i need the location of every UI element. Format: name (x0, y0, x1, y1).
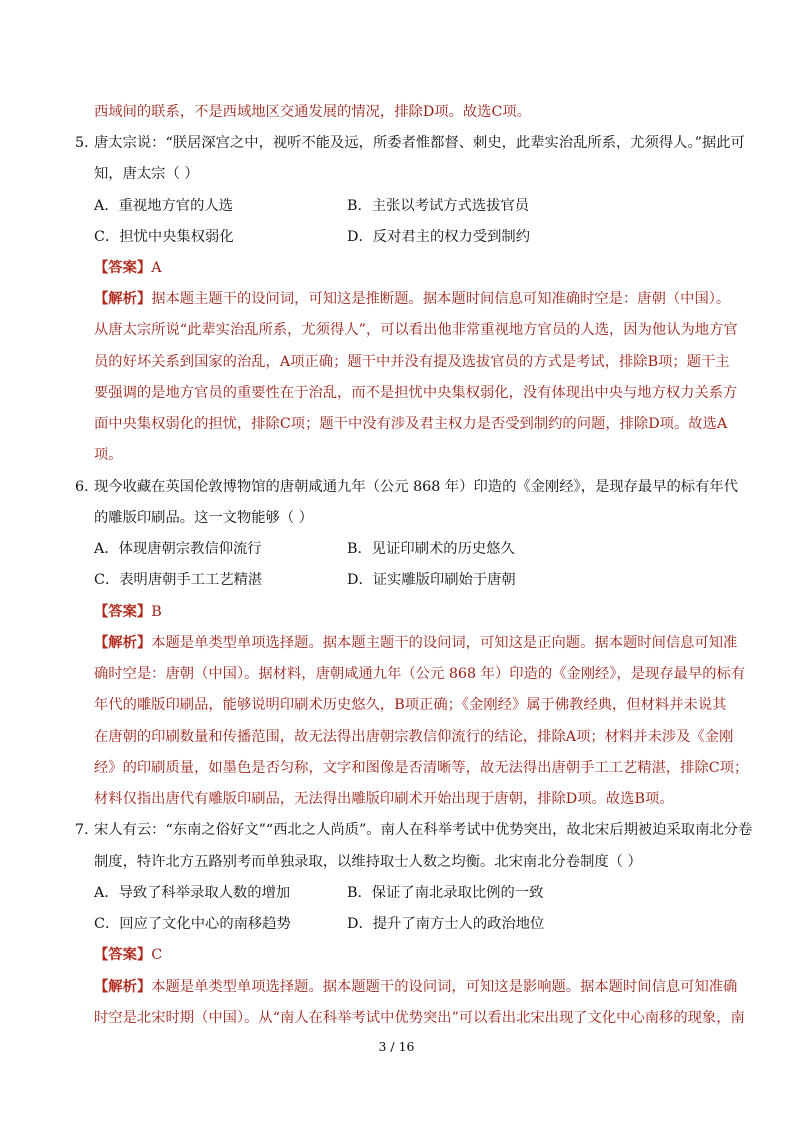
question-stem-line: 知，唐太宗（ ） (94, 166, 199, 182)
question-number: 7． (75, 822, 99, 838)
analysis-text: 时空是北宋时期（中国）。从“南人在科举考试中优势突出”可以看出北宋出现了文化中心南移的现象，南 (94, 1010, 745, 1026)
analysis-text: 本题是单类型单项选择题。据本题题干的设问词，可知这是影响题。据本题时间信息可知准确 (151, 979, 738, 995)
analysis-text: 面中央集权弱化的担忧，排除C项；题干中没有涉及君主权力是否受到制约的问题，排除D项。故选A (94, 416, 728, 432)
option-b: B．主张以考试方式选拔官员 (347, 198, 530, 214)
question-stem-line: 宋人有云：“东南之俗好文”“西北之人尚质”。南人在科举考试中优势突出，故北宋后期被迫采取南北分卷 (94, 822, 753, 838)
analysis-label: 【解析】 (94, 979, 152, 995)
analysis-text: 项。 (94, 447, 123, 463)
option-a: A．重视地方官的人选 (94, 198, 233, 214)
analysis-label: 【解析】 (94, 635, 152, 651)
analysis-text: 确时空是：唐朝（中国）。据材料，唐朝咸通九年（公元 868 年）印造的《金刚经》，是现存最早的标有 (94, 666, 746, 682)
analysis-text: 材料仅指出唐代有雕版印刷品，无法得出雕版印刷术开始出现于唐朝，排除D项。故选B项。 (94, 791, 674, 807)
option-b: B．保证了南北录取比例的一致 (347, 885, 544, 901)
answer-line (94, 602, 162, 622)
answer-line (94, 258, 162, 278)
analysis-line (94, 633, 737, 653)
answer-line (94, 945, 162, 965)
analysis-text: 年代的雕版印刷品，能够说明印刷术历史悠久，B项正确；《金刚经》属于佛教经典，但材料并未说其 (94, 697, 727, 713)
option-d: D．提升了南方士人的政治地位 (347, 916, 545, 932)
analysis-text: 在唐朝的印刷数量和传播范围，故无法得出唐朝宗教信仰流行的结论，排除A项；材料并未涉及《金刚 (94, 729, 734, 745)
analysis-text: 本题是单类型单项选择题。据本题主题干的设问词，可知这是正向题。据本题时间信息可知准 (151, 635, 738, 651)
analysis-text: 据本题主题干的设问词，可知这是推断题。据本题时间信息可知准确时空是：唐朝（中国）。 (151, 291, 731, 307)
option-d: D．证实雕版印刷始于唐朝 (347, 572, 516, 588)
option-c: C．表明唐朝手工工艺精湛 (94, 572, 263, 588)
option-a: A．导致了科举录取人数的增加 (94, 885, 291, 901)
answer-label: 【答案】 (94, 604, 152, 620)
analysis-text: 从唐太宗所说“此辈实治乱所系，尤须得人”，可以看出他非常重视地方官员的人选，因为他认为地方官 (94, 322, 738, 338)
question-number: 5． (75, 135, 99, 151)
analysis-line (94, 289, 730, 309)
question-stem-line: 现今收藏在英国伦敦博物馆的唐朝咸通九年（公元 868 年）印造的《金刚经》，是现存最早的标有年代 (94, 479, 738, 495)
option-b: B．见证印刷术的历史悠久 (347, 541, 515, 557)
option-d: D．反对君主的权力受到制约 (347, 229, 531, 245)
analysis-text: 要强调的是地方官员的重要性在于治乱，而不是担忧中央集权弱化，没有体现出中央与地方权力关系方 (94, 385, 738, 401)
analysis-text: 经》的印刷质量，如墨色是否匀称，文字和图像是否清晰等，故无法得出唐朝手工工艺精湛，排除C项； (94, 760, 749, 776)
answer-label: 【答案】 (94, 947, 152, 963)
answer-value: A (151, 260, 162, 276)
question-number: 6． (75, 479, 99, 495)
question-stem-line: 的雕版印刷品。这一文物能够（ ） (94, 510, 313, 526)
analysis-label: 【解析】 (94, 291, 152, 307)
answer-label: 【答案】 (94, 260, 152, 276)
intro-analysis-line: 西域间的联系，不是西域地区交通发展的情况，排除D项。故选C项。 (94, 104, 532, 120)
option-c: C．担忧中央集权弱化 (94, 229, 234, 245)
analysis-text: 员的好坏关系到国家的治乱，A项正确；题干中并没有提及选拔官员的方式是考试，排除B项；题干主 (94, 354, 730, 370)
option-c: C．回应了文化中心的南移趋势 (94, 916, 291, 932)
answer-value: C (151, 947, 163, 963)
analysis-line (94, 977, 737, 997)
question-stem-line: 制度，特许北方五路别考而单独录取，以维持取士人数之均衡。北宋南北分卷制度（ ） (94, 854, 642, 870)
question-stem-line: 唐太宗说：“朕居深宫之中，视听不能及远，所委者惟都督、刺史，此辈实治乱所系，尤须得人。”据此可 (94, 135, 745, 151)
answer-value: B (151, 604, 162, 620)
option-a: A．体现唐朝宗教信仰流行 (94, 541, 262, 557)
page-number: 3 / 16 (378, 1039, 415, 1054)
